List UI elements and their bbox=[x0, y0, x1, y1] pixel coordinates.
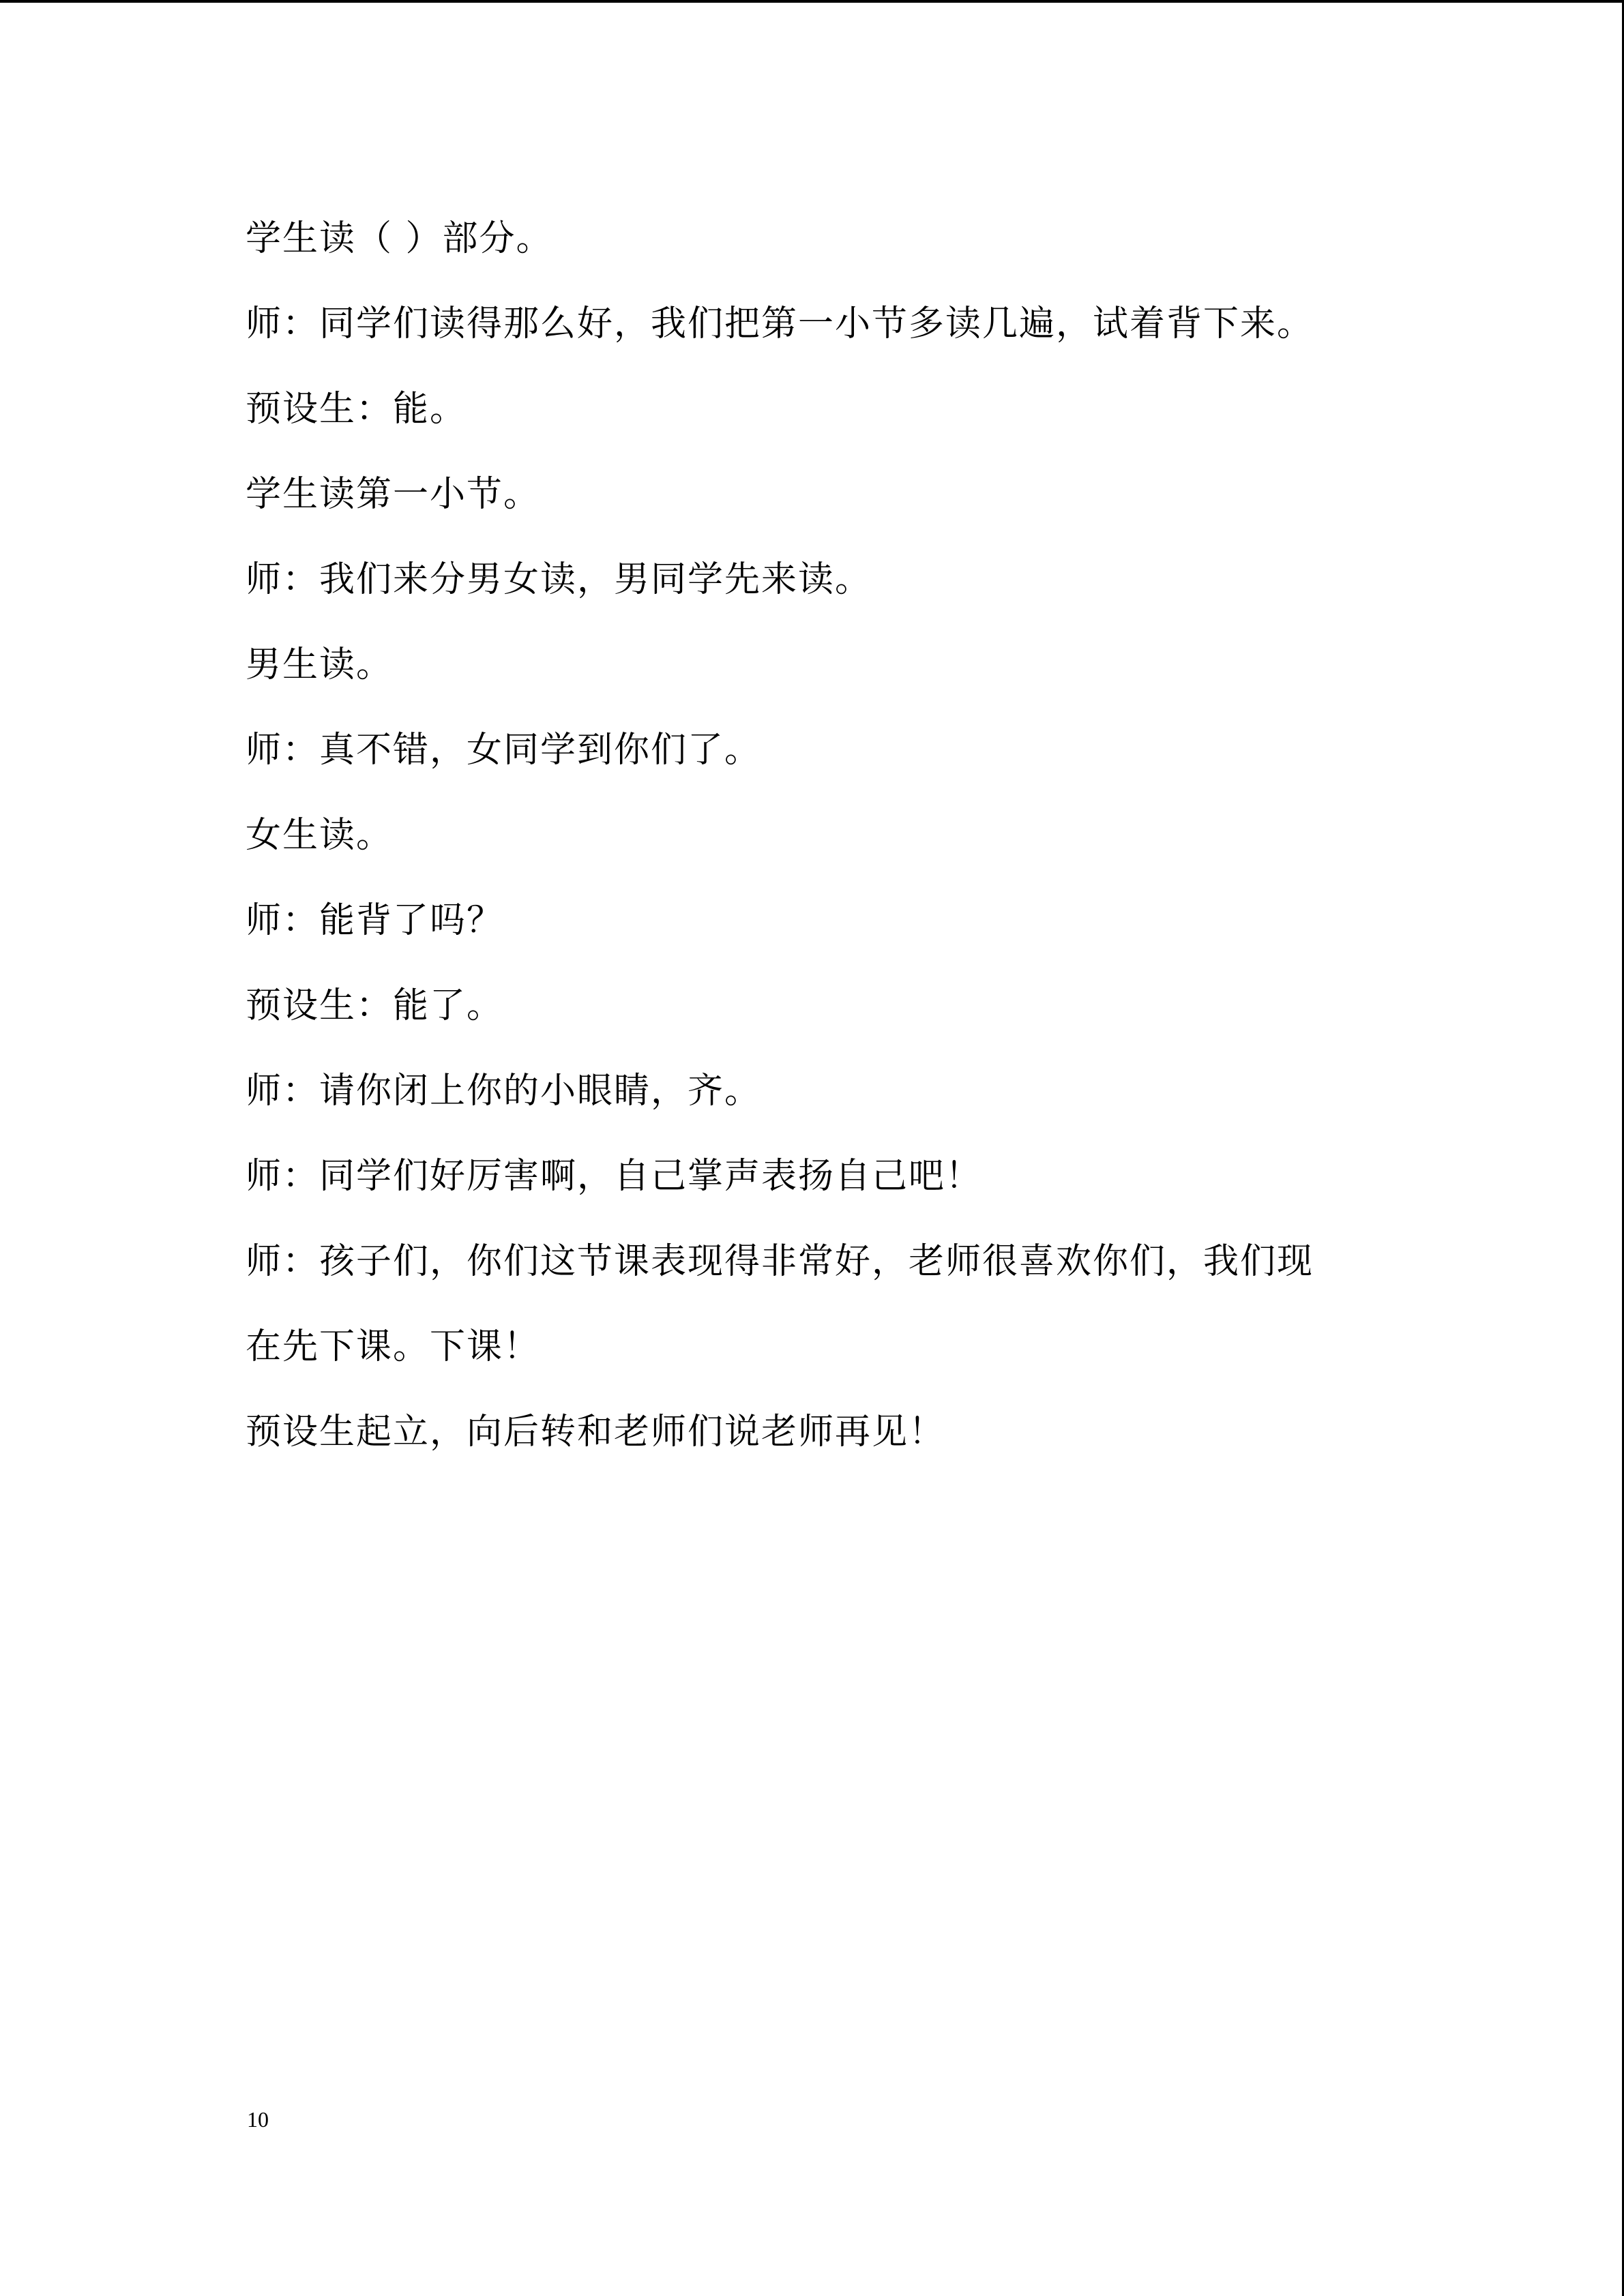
text-line: 预设生：能。 bbox=[246, 389, 467, 430]
text-line: 预设生起立，向后转和老师们说老师再见！ bbox=[246, 1412, 946, 1452]
page-number: 10 bbox=[247, 2107, 269, 2132]
text-line: 学生读（ ）部分。 bbox=[246, 218, 553, 259]
text-line: 学生读第一小节。 bbox=[246, 474, 541, 515]
text-line: 师：能背了吗？ bbox=[246, 900, 504, 941]
text-line: 师：同学们好厉害啊，自己掌声表扬自己吧！ bbox=[246, 1156, 983, 1197]
text-line: 女生读。 bbox=[246, 815, 394, 856]
page-top-border bbox=[0, 0, 1624, 3]
text-line: 师：请你闭上你的小眼睛，齐。 bbox=[246, 1071, 762, 1112]
document-body bbox=[246, 211, 1405, 1490]
text-line: 师：真不错，女同学到你们了。 bbox=[246, 730, 762, 771]
text-line: 师：孩子们，你们这节课表现得非常好，老师很喜欢你们，我们现 bbox=[246, 1241, 1314, 1282]
text-line: 师：我们来分男女读，男同学先来读。 bbox=[246, 559, 872, 600]
text-line: 在先下课。下课！ bbox=[246, 1326, 541, 1367]
text-line: 师：同学们读得那么好，我们把第一小节多读几遍，试着背下来。 bbox=[246, 303, 1314, 344]
text-line: 预设生：能了。 bbox=[246, 985, 504, 1026]
text-line: 男生读。 bbox=[246, 644, 394, 685]
